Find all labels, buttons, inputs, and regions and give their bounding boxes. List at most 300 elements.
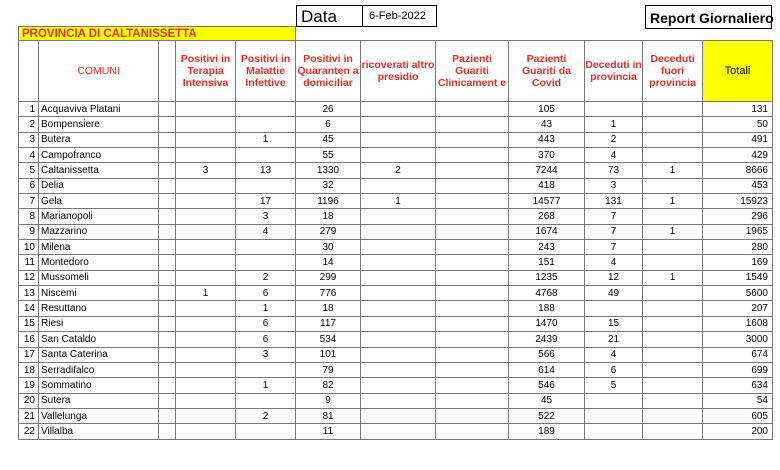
guariti-clinicamente-header: Pazienti Guariti Clinicament e (436, 41, 509, 102)
comune-name: Mussomeli (39, 270, 159, 285)
deceduti-in-cell: 49 (585, 286, 643, 301)
totali-cell: 296 (703, 209, 773, 224)
spacer-cell (159, 332, 176, 347)
deceduti-in-cell: 12 (585, 270, 643, 285)
guariti-cell: 566 (509, 347, 585, 362)
guariti-clinicamente-cell (436, 240, 509, 255)
comune-name: Resuttano (39, 301, 159, 316)
terapia-cell: 1 (176, 286, 236, 301)
comune-name: Sutera (39, 393, 159, 408)
deceduti-fuori-cell (643, 117, 703, 132)
quarantena-cell: 534 (296, 332, 361, 347)
terapia-cell (176, 240, 236, 255)
ricoverati-cell (361, 148, 436, 163)
deceduti-fuori-cell (643, 424, 703, 439)
guariti-cell: 443 (509, 132, 585, 147)
totali-cell: 207 (703, 301, 773, 316)
quarantena-cell: 299 (296, 270, 361, 285)
guariti-clinicamente-cell (436, 362, 509, 377)
comune-name: Gela (39, 194, 159, 209)
quarantena-cell: 9 (296, 393, 361, 408)
quarantena-cell: 18 (296, 301, 361, 316)
row-index: 6 (19, 178, 39, 193)
deceduti-in-cell (585, 424, 643, 439)
malattie-cell: 6 (236, 286, 296, 301)
comune-name: Serradifalco (39, 362, 159, 377)
totali-cell: 3000 (703, 332, 773, 347)
deceduti-fuori-cell (643, 178, 703, 193)
guariti-cell: 522 (509, 408, 585, 423)
spacer-cell (159, 209, 176, 224)
ricoverati-cell (361, 224, 436, 239)
terapia-cell (176, 362, 236, 377)
table-row (19, 240, 773, 255)
terapia-cell (176, 178, 236, 193)
guariti-cell: 2439 (509, 332, 585, 347)
spacer-cell (159, 286, 176, 301)
totali-cell: 8666 (703, 163, 773, 178)
quarantena-cell: 45 (296, 132, 361, 147)
malattie-cell: 3 (236, 347, 296, 362)
guariti-cell: 14577 (509, 194, 585, 209)
table-row (19, 255, 773, 270)
totali-cell: 200 (703, 424, 773, 439)
totali-cell: 1965 (703, 224, 773, 239)
row-index: 17 (19, 347, 39, 362)
table-row (19, 209, 773, 224)
totali-cell: 453 (703, 178, 773, 193)
spacer-header (159, 41, 176, 102)
guariti-clinicamente-cell (436, 163, 509, 178)
index-header (19, 41, 39, 102)
data-label: Data (296, 5, 362, 27)
malattie-header: Positivi in Malattie Infettive (236, 41, 296, 102)
deceduti-fuori-cell (643, 148, 703, 163)
totali-cell: 1549 (703, 270, 773, 285)
terapia-cell (176, 224, 236, 239)
totali-cell: 674 (703, 347, 773, 362)
guariti-header: Pazienti Guariti da Covid (509, 41, 585, 102)
guariti-clinicamente-cell (436, 117, 509, 132)
deceduti-in-cell: 6 (585, 362, 643, 377)
ricoverati-cell (361, 424, 436, 439)
guariti-clinicamente-cell (436, 102, 509, 117)
spacer-cell (159, 424, 176, 439)
row-index: 5 (19, 163, 39, 178)
row-index: 1 (19, 102, 39, 117)
terapia-cell (176, 255, 236, 270)
malattie-cell: 1 (236, 378, 296, 393)
malattie-cell (236, 362, 296, 377)
row-index: 10 (19, 240, 39, 255)
row-index: 15 (19, 316, 39, 331)
spacer-cell (159, 240, 176, 255)
spacer-cell (159, 408, 176, 423)
deceduti-fuori-cell (643, 347, 703, 362)
guariti-clinicamente-cell (436, 301, 509, 316)
deceduti-fuori-cell (643, 240, 703, 255)
quarantena-cell: 776 (296, 286, 361, 301)
table-row (19, 408, 773, 423)
deceduti-fuori-cell: 1 (643, 163, 703, 178)
malattie-cell: 6 (236, 316, 296, 331)
malattie-cell (236, 240, 296, 255)
terapia-cell (176, 347, 236, 362)
totali-cell: 1608 (703, 316, 773, 331)
guariti-cell: 370 (509, 148, 585, 163)
totali-cell: 50 (703, 117, 773, 132)
ricoverati-cell: 1 (361, 194, 436, 209)
deceduti-fuori-cell: 1 (643, 194, 703, 209)
spacer-cell (159, 393, 176, 408)
deceduti-fuori-cell (643, 255, 703, 270)
malattie-cell: 13 (236, 163, 296, 178)
deceduti-in-cell: 4 (585, 148, 643, 163)
spacer-cell (159, 347, 176, 362)
terapia-cell (176, 301, 236, 316)
totali-cell: 429 (703, 148, 773, 163)
deceduti-in-cell: 7 (585, 240, 643, 255)
comune-name: Santa Caterina (39, 347, 159, 362)
table-row (19, 102, 773, 117)
row-index: 14 (19, 301, 39, 316)
header-row (19, 41, 773, 102)
table-row (19, 332, 773, 347)
deceduti-in-cell: 15 (585, 316, 643, 331)
spacer-cell (159, 194, 176, 209)
ricoverati-cell (361, 378, 436, 393)
spacer-cell (159, 178, 176, 193)
report-title: Report Giornaliero (645, 5, 772, 29)
guariti-clinicamente-cell (436, 194, 509, 209)
totali-cell: 169 (703, 255, 773, 270)
row-index: 7 (19, 194, 39, 209)
deceduti-fuori-cell (643, 362, 703, 377)
quarantena-cell: 18 (296, 209, 361, 224)
malattie-cell: 6 (236, 332, 296, 347)
terapia-cell: 3 (176, 163, 236, 178)
terapia-cell (176, 117, 236, 132)
malattie-cell: 17 (236, 194, 296, 209)
table-row (19, 117, 773, 132)
malattie-cell: 1 (236, 132, 296, 147)
deceduti-fuori-cell (643, 301, 703, 316)
ricoverati-cell (361, 102, 436, 117)
ricoverati-cell (361, 240, 436, 255)
guariti-clinicamente-cell (436, 209, 509, 224)
quarantena-cell: 26 (296, 102, 361, 117)
deceduti-in-cell: 5 (585, 378, 643, 393)
table-row (19, 378, 773, 393)
totali-cell: 280 (703, 240, 773, 255)
terapia-cell (176, 332, 236, 347)
row-index: 12 (19, 270, 39, 285)
table-row (19, 393, 773, 408)
deceduti-in-header: Deceduti in provincia (585, 41, 643, 102)
quarantena-cell: 1196 (296, 194, 361, 209)
deceduti-in-cell: 21 (585, 332, 643, 347)
guariti-cell: 614 (509, 362, 585, 377)
row-index: 11 (19, 255, 39, 270)
spacer-cell (159, 163, 176, 178)
malattie-cell: 1 (236, 301, 296, 316)
malattie-cell (236, 148, 296, 163)
quarantena-header: Positivi in Quaranten a domiciliar (296, 41, 361, 102)
deceduti-in-cell (585, 408, 643, 423)
malattie-cell: 4 (236, 224, 296, 239)
comune-name: Caltanissetta (39, 163, 159, 178)
comune-name: Vallelunga (39, 408, 159, 423)
guariti-cell: 188 (509, 301, 585, 316)
terapia-cell (176, 209, 236, 224)
terapia-cell (176, 378, 236, 393)
malattie-cell: 2 (236, 270, 296, 285)
terapia-cell (176, 408, 236, 423)
totali-cell: 699 (703, 362, 773, 377)
totali-cell: 491 (703, 132, 773, 147)
guariti-cell: 1235 (509, 270, 585, 285)
ricoverati-cell (361, 347, 436, 362)
quarantena-cell: 30 (296, 240, 361, 255)
row-index: 18 (19, 362, 39, 377)
ricoverati-cell (361, 408, 436, 423)
row-index: 4 (19, 148, 39, 163)
deceduti-fuori-cell (643, 408, 703, 423)
deceduti-fuori-cell (643, 132, 703, 147)
terapia-cell (176, 102, 236, 117)
comune-name: Villalba (39, 424, 159, 439)
totali-cell: 15923 (703, 194, 773, 209)
guariti-clinicamente-cell (436, 378, 509, 393)
guariti-clinicamente-cell (436, 178, 509, 193)
terapia-cell (176, 270, 236, 285)
guariti-cell: 45 (509, 393, 585, 408)
row-index: 8 (19, 209, 39, 224)
comune-name: Bompensiere (39, 117, 159, 132)
guariti-cell: 151 (509, 255, 585, 270)
deceduti-fuori-cell (643, 102, 703, 117)
ricoverati-header: ricoverati altro presidio (361, 41, 436, 102)
deceduti-fuori-cell: 1 (643, 270, 703, 285)
row-index: 16 (19, 332, 39, 347)
totali-cell: 54 (703, 393, 773, 408)
row-index: 21 (19, 408, 39, 423)
comune-name: Riesi (39, 316, 159, 331)
ricoverati-cell: 2 (361, 163, 436, 178)
spacer-cell (159, 224, 176, 239)
deceduti-in-cell: 4 (585, 347, 643, 362)
deceduti-fuori-cell (643, 316, 703, 331)
province-title: PROVINCIA DI CALTANISSETTA (18, 26, 296, 41)
row-index: 20 (19, 393, 39, 408)
quarantena-cell: 14 (296, 255, 361, 270)
deceduti-in-cell: 1 (585, 117, 643, 132)
deceduti-fuori-cell (643, 393, 703, 408)
row-index: 13 (19, 286, 39, 301)
guariti-cell: 546 (509, 378, 585, 393)
totali-cell: 634 (703, 378, 773, 393)
ricoverati-cell (361, 270, 436, 285)
comune-name: Sommatino (39, 378, 159, 393)
deceduti-in-cell: 73 (585, 163, 643, 178)
spacer-cell (159, 117, 176, 132)
quarantena-cell: 82 (296, 378, 361, 393)
totali-header: Totali (703, 41, 773, 102)
spacer-cell (159, 378, 176, 393)
guariti-clinicamente-cell (436, 255, 509, 270)
deceduti-in-cell (585, 102, 643, 117)
quarantena-cell: 11 (296, 424, 361, 439)
ricoverati-cell (361, 132, 436, 147)
quarantena-cell: 6 (296, 117, 361, 132)
guariti-cell: 243 (509, 240, 585, 255)
spacer-cell (159, 148, 176, 163)
malattie-cell: 3 (236, 209, 296, 224)
table-row (19, 316, 773, 331)
totali-cell: 131 (703, 102, 773, 117)
row-index: 3 (19, 132, 39, 147)
table-row (19, 132, 773, 147)
terapia-cell (176, 194, 236, 209)
table-row (19, 301, 773, 316)
table-row (19, 270, 773, 285)
deceduti-in-cell: 131 (585, 194, 643, 209)
guariti-cell: 268 (509, 209, 585, 224)
guariti-cell: 1674 (509, 224, 585, 239)
quarantena-cell: 279 (296, 224, 361, 239)
guariti-cell: 105 (509, 102, 585, 117)
spacer-cell (159, 132, 176, 147)
table-row (19, 148, 773, 163)
comune-name: Campofranco (39, 148, 159, 163)
terapia-header: Positivi in Terapia Intensiva (176, 41, 236, 102)
table-row (19, 424, 773, 439)
spacer-cell (159, 301, 176, 316)
comuni-header: COMUNI (39, 41, 159, 102)
quarantena-cell: 81 (296, 408, 361, 423)
guariti-clinicamente-cell (436, 270, 509, 285)
ricoverati-cell (361, 332, 436, 347)
deceduti-in-cell: 3 (585, 178, 643, 193)
table-row (19, 178, 773, 193)
table-row (19, 194, 773, 209)
deceduti-in-cell: 7 (585, 224, 643, 239)
comune-name: Milena (39, 240, 159, 255)
guariti-cell: 7244 (509, 163, 585, 178)
terapia-cell (176, 316, 236, 331)
ricoverati-cell (361, 117, 436, 132)
table-row (19, 362, 773, 377)
comune-name: Montedoro (39, 255, 159, 270)
spacer-cell (159, 102, 176, 117)
covid-report-table (18, 40, 773, 440)
ricoverati-cell (361, 393, 436, 408)
deceduti-fuori-header: Deceduti fuori provincia (643, 41, 703, 102)
malattie-cell (236, 117, 296, 132)
comune-name: Acquaviva Platani (39, 102, 159, 117)
ricoverati-cell (361, 255, 436, 270)
row-index: 2 (19, 117, 39, 132)
ricoverati-cell (361, 362, 436, 377)
guariti-clinicamente-cell (436, 148, 509, 163)
row-index: 19 (19, 378, 39, 393)
deceduti-fuori-cell (643, 378, 703, 393)
guariti-cell: 418 (509, 178, 585, 193)
spacer-cell (159, 316, 176, 331)
comune-name: Butera (39, 132, 159, 147)
guariti-clinicamente-cell (436, 393, 509, 408)
guariti-clinicamente-cell (436, 332, 509, 347)
guariti-clinicamente-cell (436, 224, 509, 239)
malattie-cell (236, 178, 296, 193)
deceduti-in-cell (585, 301, 643, 316)
terapia-cell (176, 393, 236, 408)
comune-name: Mazzarino (39, 224, 159, 239)
guariti-clinicamente-cell (436, 408, 509, 423)
deceduti-in-cell: 4 (585, 255, 643, 270)
guariti-cell: 189 (509, 424, 585, 439)
terapia-cell (176, 132, 236, 147)
spacer-cell (159, 362, 176, 377)
guariti-clinicamente-cell (436, 132, 509, 147)
malattie-cell (236, 424, 296, 439)
table-row (19, 163, 773, 178)
guariti-clinicamente-cell (436, 424, 509, 439)
deceduti-fuori-cell (643, 332, 703, 347)
malattie-cell (236, 393, 296, 408)
table-row (19, 286, 773, 301)
deceduti-fuori-cell (643, 286, 703, 301)
ricoverati-cell (361, 316, 436, 331)
comune-name: San Cataldo (39, 332, 159, 347)
guariti-clinicamente-cell (436, 347, 509, 362)
table-row (19, 347, 773, 362)
malattie-cell (236, 102, 296, 117)
terapia-cell (176, 148, 236, 163)
ricoverati-cell (361, 286, 436, 301)
report-date: 6-Feb-2022 (362, 5, 437, 27)
quarantena-cell: 101 (296, 347, 361, 362)
totali-cell: 5600 (703, 286, 773, 301)
row-index: 22 (19, 424, 39, 439)
row-index: 9 (19, 224, 39, 239)
comune-name: Niscemi (39, 286, 159, 301)
quarantena-cell: 1330 (296, 163, 361, 178)
deceduti-in-cell: 7 (585, 209, 643, 224)
deceduti-in-cell (585, 393, 643, 408)
comune-name: Marianopoli (39, 209, 159, 224)
quarantena-cell: 32 (296, 178, 361, 193)
table-row (19, 224, 773, 239)
deceduti-fuori-cell (643, 209, 703, 224)
guariti-clinicamente-cell (436, 316, 509, 331)
ricoverati-cell (361, 178, 436, 193)
spacer-cell (159, 270, 176, 285)
guariti-cell: 1470 (509, 316, 585, 331)
quarantena-cell: 79 (296, 362, 361, 377)
guariti-clinicamente-cell (436, 286, 509, 301)
quarantena-cell: 55 (296, 148, 361, 163)
malattie-cell (236, 255, 296, 270)
deceduti-in-cell: 2 (585, 132, 643, 147)
ricoverati-cell (361, 209, 436, 224)
guariti-cell: 43 (509, 117, 585, 132)
spacer-cell (159, 255, 176, 270)
comune-name: Delia (39, 178, 159, 193)
quarantena-cell: 117 (296, 316, 361, 331)
malattie-cell: 2 (236, 408, 296, 423)
totali-cell: 605 (703, 408, 773, 423)
